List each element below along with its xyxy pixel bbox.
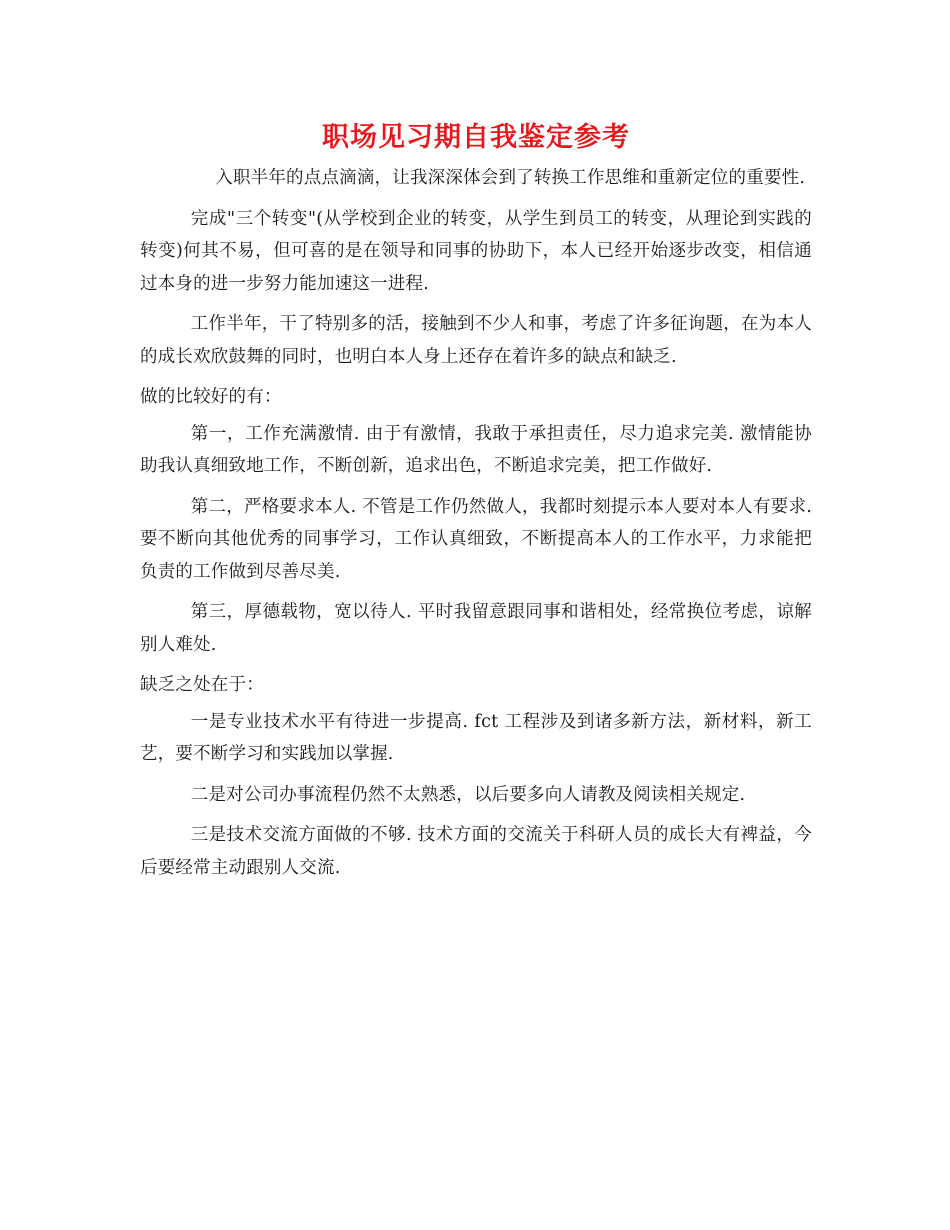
document-title: 职场见习期自我鉴定参考	[322, 122, 630, 153]
document-page	[140, 118, 812, 892]
section-heading-weaknesses: 缺乏之处在于：	[140, 675, 264, 695]
paragraph-strength-2: 第二，严格要求本人. 不管是工作仍然做人，我都时刻提示本人要对本人有要求. 要不断向其他优秀的同事学习，工作认真细致，不断提高本人的工作水平，力求能把负责的工作做到尽善尽美.	[140, 496, 812, 582]
paragraph-strength-1: 第一，工作充满激情. 由于有激情，我敢于承担责任，尽力追求完美. 激情能协助我认真细致地工作，不断创新，追求出色，不断追求完美，把工作做好.	[140, 423, 812, 476]
paragraph-weakness-2: 二是对公司办事流程仍然不太熟悉，以后要多向人请教及阅读相关规定.	[190, 784, 746, 805]
paragraph-strength-3: 第三，厚德载物，宽以待人. 平时我留意跟同事和谐相处，经常换位考虑，谅解别人难处.	[140, 602, 812, 655]
paragraph-three-transitions: 完成"三个转变"(从学校到企业的转变，从学生到员工的转变，从理论到实践的转变)何其不易，但可喜的是在领导和同事的协助下，本人已经开始逐步改变，相信通过本身的进一步努力能加速这一进程.	[140, 208, 812, 294]
paragraph-half-year-work: 工作半年，干了特别多的活，接触到不少人和事，考虑了许多征询题，在为本人的成长欢欣鼓舞的同时，也明白本人身上还存在着许多的缺点和缺乏.	[140, 314, 812, 367]
paragraph-weakness-1: 一是专业技术水平有待进一步提高. fct 工程涉及到诸多新方法，新材料，新工艺，要不断学习和实践加以掌握.	[140, 711, 812, 764]
paragraph-intro: 入职半年的点点滴滴，让我深深体会到了转换工作思维和重新定位的重要性.	[215, 168, 806, 188]
section-heading-strengths: 做的比较好的有：	[140, 387, 282, 407]
paragraph-weakness-3: 三是技术交流方面做的不够. 技术方面的交流关于科研人员的成长大有裨益，今后要经常主动跟别人交流.	[140, 825, 812, 878]
